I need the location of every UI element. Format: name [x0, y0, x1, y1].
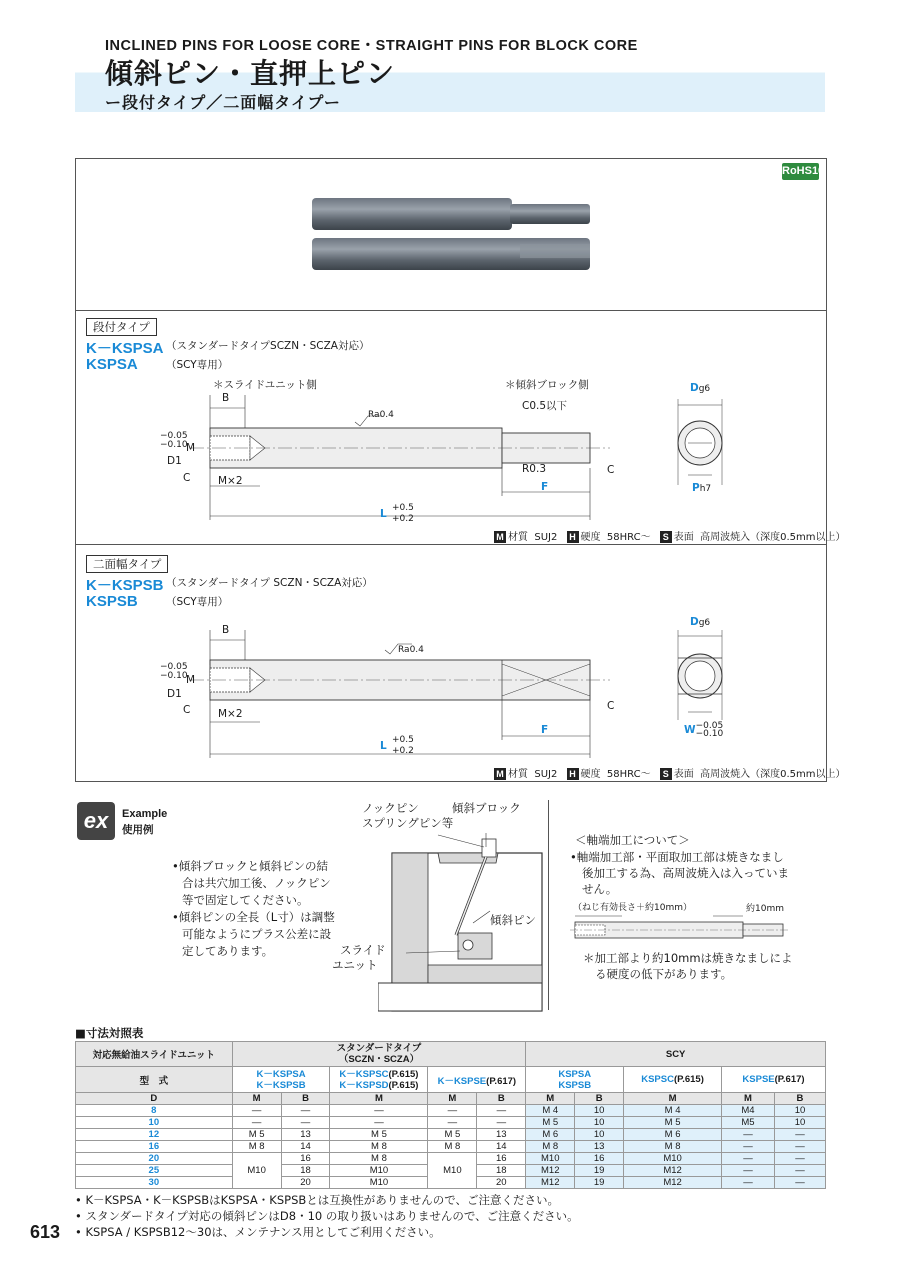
table-cell: M4 [722, 1105, 775, 1117]
table-cell: — [774, 1165, 825, 1177]
example-icon: ex [77, 802, 115, 840]
th-B: B [477, 1093, 526, 1105]
stepped-desc-2: （SCY専用） [166, 359, 229, 371]
label-unit: ユニット [332, 958, 378, 972]
shaft-foot [583, 950, 793, 982]
table-cell: — [477, 1105, 526, 1117]
table-cell: — [722, 1153, 775, 1165]
stepped-dim-R: R0.3 [522, 463, 546, 475]
table-cell: M12 [526, 1165, 575, 1177]
shaft-note-divider [548, 800, 549, 1010]
label-incline-block: 傾斜ブロック [452, 801, 521, 815]
table-cell: — [232, 1105, 281, 1117]
table-cell: 19 [575, 1165, 624, 1177]
table-cell: 14 [281, 1141, 330, 1153]
table-cell: 13 [575, 1141, 624, 1153]
stepped-code-1: K－KSPSA [86, 340, 164, 357]
table-cell: 13 [281, 1129, 330, 1141]
table-cell: — [281, 1117, 330, 1129]
flat-desc-1: （スタンダードタイプ SCZN・SCZA対応） [166, 577, 373, 589]
table-cell: M 8 [330, 1153, 428, 1165]
stepped-dim-tol: −0.05 −0.10 [160, 431, 188, 450]
label-knock-pin: ノックピン [362, 801, 419, 815]
table-cell: — [722, 1165, 775, 1177]
example-note-line: 可能なようにプラス公差に設 [182, 927, 332, 941]
shaft-note-body [570, 849, 789, 897]
stepped-dim-B: B [222, 392, 230, 404]
stepped-chamfer: C0.5以下 [522, 400, 568, 412]
page-title: 傾斜ピン・直押上ピン [105, 57, 396, 90]
title-en: INCLINED PINS FOR LOOSE CORE・STRAIGHT PINS FOR BLOCK CORE [105, 38, 638, 54]
shaft-note-line: •軸端加工部・平面取加工部は焼きなまし [570, 850, 784, 864]
table-cell: 10 [774, 1117, 825, 1129]
table-cell: M 5 [526, 1117, 575, 1129]
slide-side-note: ＊スライドユニット側 [213, 379, 317, 391]
footnotes [75, 1192, 579, 1240]
flat-end-D: Dg6 [690, 616, 711, 628]
table-cell: 10 [774, 1105, 825, 1117]
th-model-c: K－KSPSC(P.615) K－KSPSD(P.615) [330, 1067, 428, 1093]
th-model-s: KSPSA KSPSB [526, 1067, 624, 1093]
label-slide: スライド [340, 943, 386, 957]
flat-end-W: W−0.05 −0.10 [684, 721, 724, 739]
th-B: B [575, 1093, 624, 1105]
table-cell: M 8 [428, 1141, 477, 1153]
cell-D: 20 [76, 1153, 233, 1165]
stepped-type-tag: 段付タイプ [86, 318, 157, 336]
table-cell: 16 [281, 1153, 330, 1165]
example-title-ja: 使用例 [122, 824, 154, 836]
table-row [76, 1117, 826, 1129]
stepped-dim-C2: C [607, 464, 615, 476]
table-cell: M10 [624, 1153, 722, 1165]
pin-photo-stepped [312, 198, 512, 230]
flat-material-line: M 材質 SUJ2 H 硬度 58HRC～ S 表面 高周波焼入（深度0.5mm以上） [488, 765, 846, 780]
th-M: M [330, 1093, 428, 1105]
stepped-dim-Mx2: M×2 [218, 475, 243, 487]
th-std: スタンダードタイプ （SCZN・SCZA） [232, 1042, 526, 1067]
cell-D: 10 [76, 1117, 233, 1129]
table-cell: — [428, 1117, 477, 1129]
shaft-foot-line: る硬度の低下があります。 [595, 967, 733, 981]
table-cell: M 8 [232, 1141, 281, 1153]
table-cell: 10 [575, 1129, 624, 1141]
th-D: D [76, 1093, 233, 1105]
label-spring-pin: スプリングピン等 [362, 816, 454, 830]
table-row [76, 1129, 826, 1141]
shaft-end-diagram [570, 910, 790, 945]
stepped-L-tol-dn: +0.2 [392, 514, 414, 524]
table-cell: M10 [330, 1177, 428, 1189]
shaft-note-line: 後加工する為、高周波焼入は入っていま [582, 866, 789, 880]
stepped-L-tol-up: +0.5 [392, 503, 414, 513]
table-cell: M10 [428, 1153, 477, 1189]
flat-roughness: Ra0.4 [398, 645, 424, 655]
footnote: • スタンダードタイプ対応の傾斜ピンはD8・10 の取り扱いはありませんので、ご注意ください。 [75, 1209, 579, 1223]
table-cell: M 4 [624, 1105, 722, 1117]
table-cell: — [722, 1129, 775, 1141]
flat-dim-M: M [186, 674, 196, 686]
table-cell: — [330, 1105, 428, 1117]
stepped-dim-D1: D1 [167, 455, 182, 467]
stepped-desc-1: （スタンダードタイプSCZN・SCZA対応） [166, 340, 370, 352]
flat-type-tag: 二面幅タイプ [86, 555, 168, 573]
th-B: B [281, 1093, 330, 1105]
table-cell: 10 [575, 1105, 624, 1117]
example-note-line: 等で固定してください。 [182, 893, 309, 907]
shaft-foot-line: ＊加工部より約10mmは焼きなましによ [583, 951, 793, 965]
th-M: M [722, 1093, 775, 1105]
stepped-material-line: M 材質 SUJ2 H 硬度 58HRC～ S 表面 高周波焼入（深度0.5mm以上） [488, 528, 846, 543]
table-cell: 13 [477, 1129, 526, 1141]
table-cell: M12 [624, 1177, 722, 1189]
frame-divider-1 [75, 310, 827, 311]
flat-dim-tol: −0.05 −0.10 [160, 662, 188, 681]
th-model-e: K－KSPSE(P.617) [428, 1067, 526, 1093]
th-M: M [624, 1093, 722, 1105]
th-model-se: KSPSE(P.617) [722, 1067, 826, 1093]
rohs-badge: RoHS10 [782, 163, 819, 180]
table-cell: M 5 [624, 1117, 722, 1129]
flat-dim-C2: C [607, 700, 615, 712]
cell-D: 12 [76, 1129, 233, 1141]
table-title: ■寸法対照表 [75, 1026, 144, 1040]
table-cell: M 8 [526, 1141, 575, 1153]
flat-dim-D1: D1 [167, 688, 182, 700]
table-cell: 10 [575, 1117, 624, 1129]
th-model-a: K－KSPSA K－KSPSB [232, 1067, 330, 1093]
footnote: • K－KSPSA・K－KSPSBはKSPSA・KSPSBとは互換性がありませんので、ご注意ください。 [75, 1193, 560, 1207]
table-row [76, 1105, 826, 1117]
example-note-line: 合は共穴加工後、ノックピン [182, 876, 331, 890]
flat-dim-F: F [541, 724, 549, 736]
stepped-dim-F: F [541, 481, 549, 493]
block-side-note: ＊傾斜ブロック側 [505, 379, 589, 391]
table-cell: M 5 [330, 1129, 428, 1141]
th-scy: SCY [526, 1042, 826, 1067]
stepped-end-D: Dg6 [690, 382, 711, 394]
table-cell: M 4 [526, 1105, 575, 1117]
cell-D: 16 [76, 1141, 233, 1153]
product-photo [300, 190, 600, 280]
table-cell: M 6 [624, 1129, 722, 1141]
table-cell: 18 [281, 1165, 330, 1177]
dimension-table [75, 1041, 826, 1189]
table-cell: M12 [526, 1177, 575, 1189]
example-note-line: •傾斜ブロックと傾斜ピンの結 [172, 859, 329, 873]
flat-code-1: K－KSPSB [86, 577, 164, 594]
example-notes [172, 858, 335, 960]
table-cell: M 5 [428, 1129, 477, 1141]
stepped-dim-C: C [183, 472, 191, 484]
stepped-code-2: KSPSA [86, 356, 138, 373]
table-row [76, 1141, 826, 1153]
pin-photo-stepped-tip [510, 204, 590, 224]
table-cell: M12 [624, 1165, 722, 1177]
table-cell: 20 [477, 1177, 526, 1189]
example-note-line: •傾斜ピンの全長（L寸）は調整 [172, 910, 335, 924]
th-M: M [428, 1093, 477, 1105]
table-cell: 19 [575, 1177, 624, 1189]
table-cell: 18 [477, 1165, 526, 1177]
label-incline-pin: 傾斜ピン [490, 913, 536, 927]
footnote: • KSPSA / KSPSB12～30は、メンテナンス用としてご利用ください。 [75, 1225, 441, 1239]
example-note-line: 定してあります。 [182, 944, 274, 958]
table-cell: M10 [526, 1153, 575, 1165]
table-cell: 16 [477, 1153, 526, 1165]
flat-L-tol-up: +0.5 [392, 735, 414, 745]
shaft-note-title: ＜軸端加工について＞ [575, 833, 690, 847]
flat-drawing [150, 620, 630, 760]
page-subtitle: ー段付タイプ／二面幅タイプー [105, 93, 341, 112]
cell-D: 30 [76, 1177, 233, 1189]
th-M: M [232, 1093, 281, 1105]
table-cell: — [428, 1105, 477, 1117]
table-cell: — [774, 1177, 825, 1189]
th-unit: 対応無給油スライドユニット [76, 1042, 233, 1067]
table-cell: M 6 [526, 1129, 575, 1141]
stepped-roughness: Ra0.4 [368, 410, 394, 420]
table-cell: — [722, 1141, 775, 1153]
table-cell: — [774, 1129, 825, 1141]
thread-length-label: （ねじ有効長さ＋約10mm） [573, 903, 692, 913]
table-cell: M5 [722, 1117, 775, 1129]
table-cell: M10 [232, 1153, 281, 1189]
flat-code-2: KSPSB [86, 593, 138, 610]
table-cell: 20 [281, 1177, 330, 1189]
table-cell: M 5 [232, 1129, 281, 1141]
page-number: 613 [30, 1222, 61, 1242]
flat-dim-Mx2: M×2 [218, 708, 243, 720]
approx-10mm-label: 約10mm [746, 904, 784, 914]
shaft-note-line: せん。 [582, 882, 618, 896]
table-cell: M10 [330, 1165, 428, 1177]
cell-D: 8 [76, 1105, 233, 1117]
flat-dim-L: L [380, 740, 387, 752]
table-row [76, 1153, 826, 1165]
table-cell: — [281, 1105, 330, 1117]
table-cell: M 8 [330, 1141, 428, 1153]
table-cell: — [477, 1117, 526, 1129]
cell-D: 25 [76, 1165, 233, 1177]
table-cell: 14 [477, 1141, 526, 1153]
table-body [76, 1105, 826, 1189]
th-model-sc: KSPSC(P.615) [624, 1067, 722, 1093]
table-cell: M 8 [624, 1141, 722, 1153]
stepped-dim-L: L [380, 508, 387, 520]
table-cell: — [722, 1177, 775, 1189]
th-type: 型 式 [76, 1067, 233, 1093]
table-cell: — [330, 1117, 428, 1129]
table-cell: — [774, 1153, 825, 1165]
stepped-end-P: Ph7 [692, 482, 712, 494]
flat-dim-C: C [183, 704, 191, 716]
flat-dim-B: B [222, 624, 230, 636]
flat-L-tol-dn: +0.2 [392, 746, 414, 756]
stepped-dim-M: M [186, 442, 196, 454]
th-B: B [774, 1093, 825, 1105]
example-title-en: Example [122, 808, 168, 820]
flat-desc-2: （SCY専用） [166, 596, 229, 608]
frame-divider-2 [75, 544, 827, 545]
table-cell: 16 [575, 1153, 624, 1165]
table-cell: — [774, 1141, 825, 1153]
th-M: M [526, 1093, 575, 1105]
table-cell: — [232, 1117, 281, 1129]
